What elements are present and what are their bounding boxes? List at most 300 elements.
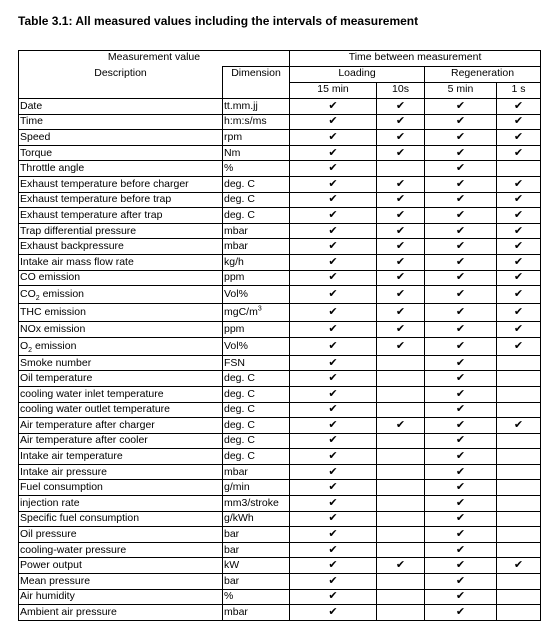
check-cell-5min: [425, 99, 497, 115]
description-text: Torque: [20, 146, 53, 159]
checkmark-icon: ✔: [395, 559, 406, 572]
checkmark-icon: ✔: [513, 240, 524, 253]
row-dimension: [223, 449, 290, 465]
check-cell-10s: [377, 130, 425, 146]
checkmark-icon: ✔: [328, 146, 338, 159]
table-row: [19, 558, 541, 574]
check-cell-1s: [497, 418, 541, 434]
checkmark-icon: ✔: [455, 512, 466, 525]
check-cell-10s: [377, 286, 425, 304]
row-dimension: [223, 464, 290, 480]
check-cell-5min: [425, 433, 497, 449]
check-cell-5min: [425, 464, 497, 480]
checkmark-icon: ✔: [328, 356, 338, 369]
check-cell-1s: [497, 589, 541, 605]
row-description: [19, 286, 223, 304]
check-cell-15min: [290, 464, 377, 480]
check-cell-1s: [497, 322, 541, 338]
check-cell-15min: [290, 605, 377, 621]
row-description: [19, 192, 223, 208]
row-dimension: [223, 208, 290, 224]
check-cell-15min: [290, 402, 377, 418]
check-cell-15min: [290, 192, 377, 208]
checkmark-icon: ✔: [328, 496, 338, 509]
checkmark-icon: ✔: [328, 240, 338, 253]
row-description: [19, 449, 223, 465]
table-row: [19, 270, 541, 286]
check-cell-10s: [377, 449, 425, 465]
check-cell-10s: [377, 386, 425, 402]
row-dimension: [223, 239, 290, 255]
row-description: [19, 355, 223, 371]
table-row: [19, 589, 541, 605]
dimension-text: deg. C: [224, 193, 255, 206]
check-cell-15min: [290, 527, 377, 543]
dimension-text: mbar: [224, 465, 248, 478]
dimension-text: kW: [224, 559, 240, 572]
dimension-text: kg/h: [224, 255, 244, 268]
checkmark-icon: ✔: [455, 208, 466, 221]
check-cell-1s: [497, 511, 541, 527]
dimension-text: g/kWh: [224, 512, 254, 525]
check-cell-5min: [425, 558, 497, 574]
row-dimension: [223, 386, 290, 402]
checkmark-icon: ✔: [395, 339, 406, 352]
row-dimension: [223, 304, 290, 322]
description-tail: emission: [39, 288, 85, 301]
checkmark-icon: ✔: [395, 99, 406, 112]
check-cell-5min: [425, 371, 497, 387]
check-cell-5min: [425, 449, 497, 465]
check-cell-1s: [497, 176, 541, 192]
row-description: [19, 99, 223, 115]
table-row: [19, 208, 541, 224]
checkmark-icon: ✔: [455, 339, 466, 352]
check-cell-10s: [377, 418, 425, 434]
checkmark-icon: ✔: [455, 606, 466, 619]
dimension-text: FSN: [224, 356, 245, 369]
checkmark-icon: ✔: [455, 496, 466, 509]
check-cell-15min: [290, 496, 377, 512]
checkmark-icon: ✔: [328, 512, 338, 525]
check-cell-5min: [425, 511, 497, 527]
checkmark-icon: ✔: [455, 481, 466, 494]
description-text: Intake air mass flow rate: [20, 255, 134, 268]
checkmark-icon: ✔: [328, 288, 338, 301]
check-cell-1s: [497, 386, 541, 402]
checkmark-icon: ✔: [395, 418, 406, 431]
row-dimension: [223, 192, 290, 208]
check-cell-15min: [290, 254, 377, 270]
row-description: [19, 402, 223, 418]
checkmark-icon: ✔: [455, 372, 466, 385]
row-dimension: [223, 286, 290, 304]
checkmark-icon: ✔: [328, 543, 338, 556]
check-cell-10s: [377, 270, 425, 286]
checkmark-icon: ✔: [513, 339, 524, 352]
description-text: CO: [20, 288, 36, 301]
table-row: [19, 114, 541, 130]
check-cell-1s: [497, 208, 541, 224]
dimension-text: mm3/stroke: [224, 496, 279, 509]
checkmark-icon: ✔: [328, 528, 338, 541]
dimension-text: bar: [224, 543, 240, 556]
table-row: [19, 433, 541, 449]
check-cell-5min: [425, 239, 497, 255]
checkmark-icon: ✔: [395, 255, 406, 268]
check-cell-1s: [497, 99, 541, 115]
check-cell-5min: [425, 542, 497, 558]
check-cell-1s: [497, 145, 541, 161]
dimension-text: Vol%: [224, 288, 248, 301]
checkmark-icon: ✔: [455, 559, 466, 572]
description-tail: emission: [32, 339, 77, 352]
row-description: [19, 239, 223, 255]
table-row: [19, 286, 541, 304]
dimension-text: %: [224, 162, 234, 175]
checkmark-icon: ✔: [328, 465, 338, 478]
check-cell-10s: [377, 192, 425, 208]
checkmark-icon: ✔: [513, 322, 524, 335]
check-cell-10s: [377, 496, 425, 512]
check-cell-10s: [377, 176, 425, 192]
row-dimension: [223, 223, 290, 239]
row-dimension: [223, 99, 290, 115]
check-cell-1s: [497, 558, 541, 574]
checkmark-icon: ✔: [328, 574, 338, 587]
checkmark-icon: ✔: [395, 193, 406, 206]
row-description: [19, 114, 223, 130]
check-cell-15min: [290, 418, 377, 434]
checkmark-icon: ✔: [513, 271, 524, 284]
check-cell-10s: [377, 337, 425, 355]
checkmark-icon: ✔: [513, 99, 524, 112]
check-cell-1s: [497, 433, 541, 449]
header-dimension: Dimension: [223, 67, 290, 99]
check-cell-5min: [425, 589, 497, 605]
check-cell-5min: [425, 286, 497, 304]
check-cell-15min: [290, 239, 377, 255]
check-cell-5min: [425, 337, 497, 355]
check-cell-15min: [290, 558, 377, 574]
check-cell-15min: [290, 130, 377, 146]
description-text: Exhaust temperature before charger: [20, 177, 189, 190]
checkmark-icon: ✔: [328, 99, 338, 112]
description-text: Exhaust temperature before trap: [20, 193, 172, 206]
checkmark-icon: ✔: [455, 590, 466, 603]
checkmark-icon: ✔: [455, 306, 466, 319]
description-text: Exhaust temperature after trap: [20, 208, 163, 221]
checkmark-icon: ✔: [395, 240, 406, 253]
checkmark-icon: ✔: [395, 306, 406, 319]
checkmark-icon: ✔: [455, 322, 466, 335]
dimension-text: mbar: [224, 240, 248, 253]
checkmark-icon: ✔: [455, 240, 466, 253]
dimension-text: ppm: [224, 271, 245, 284]
checkmark-icon: ✔: [455, 146, 466, 159]
row-dimension: [223, 114, 290, 130]
dimension-text: mbar: [224, 606, 248, 619]
row-dimension: [223, 527, 290, 543]
row-description: [19, 322, 223, 338]
check-cell-15min: [290, 145, 377, 161]
checkmark-icon: ✔: [455, 574, 466, 587]
row-dimension: [223, 130, 290, 146]
check-cell-10s: [377, 589, 425, 605]
description-subscript: 2: [35, 295, 40, 303]
check-cell-5min: [425, 480, 497, 496]
check-cell-1s: [497, 355, 541, 371]
check-cell-1s: [497, 464, 541, 480]
check-cell-15min: [290, 337, 377, 355]
check-cell-5min: [425, 355, 497, 371]
checkmark-icon: ✔: [395, 224, 406, 237]
row-description: [19, 161, 223, 177]
header-interval-1s: 1 s: [497, 83, 541, 99]
check-cell-1s: [497, 496, 541, 512]
checkmark-icon: ✔: [328, 590, 338, 603]
check-cell-15min: [290, 208, 377, 224]
table-row: [19, 337, 541, 355]
checkmark-icon: ✔: [395, 322, 406, 335]
check-cell-15min: [290, 371, 377, 387]
dimension-text: deg. C: [224, 372, 255, 385]
check-cell-1s: [497, 402, 541, 418]
dimension-text: deg. C: [224, 387, 255, 400]
check-cell-10s: [377, 433, 425, 449]
row-description: [19, 605, 223, 621]
check-cell-1s: [497, 371, 541, 387]
description-subscript: 2: [28, 346, 33, 354]
check-cell-1s: [497, 449, 541, 465]
description-text: Power output: [20, 559, 82, 572]
dimension-text: deg. C: [224, 403, 255, 416]
row-dimension: [223, 337, 290, 355]
checkmark-icon: ✔: [395, 146, 406, 159]
check-cell-10s: [377, 304, 425, 322]
check-cell-1s: [497, 254, 541, 270]
table-row: [19, 130, 541, 146]
checkmark-icon: ✔: [513, 306, 524, 319]
check-cell-15min: [290, 286, 377, 304]
check-cell-10s: [377, 322, 425, 338]
checkmark-icon: ✔: [328, 115, 338, 128]
row-description: [19, 223, 223, 239]
description-text: Oil temperature: [20, 372, 93, 385]
table-row: [19, 371, 541, 387]
checkmark-icon: ✔: [513, 224, 524, 237]
table-row: [19, 574, 541, 590]
table-row: [19, 176, 541, 192]
checkmark-icon: ✔: [328, 387, 338, 400]
checkmark-icon: ✔: [455, 130, 466, 143]
row-description: [19, 208, 223, 224]
row-dimension: [223, 322, 290, 338]
table-row: [19, 605, 541, 621]
check-cell-1s: [497, 574, 541, 590]
description-text: Intake air pressure: [20, 465, 107, 478]
row-description: [19, 433, 223, 449]
description-text: Specific fuel consumption: [20, 512, 140, 525]
table-row: [19, 145, 541, 161]
row-description: [19, 589, 223, 605]
check-cell-5min: [425, 223, 497, 239]
check-cell-1s: [497, 239, 541, 255]
check-cell-15min: [290, 99, 377, 115]
row-description: [19, 574, 223, 590]
check-cell-10s: [377, 480, 425, 496]
checkmark-icon: ✔: [328, 130, 338, 143]
check-cell-10s: [377, 223, 425, 239]
checkmark-icon: ✔: [513, 418, 524, 431]
description-text: Air temperature after cooler: [20, 434, 148, 447]
check-cell-5min: [425, 192, 497, 208]
checkmark-icon: ✔: [455, 224, 466, 237]
checkmark-icon: ✔: [328, 306, 338, 319]
row-dimension: [223, 511, 290, 527]
checkmark-icon: ✔: [455, 356, 466, 369]
checkmark-icon: ✔: [455, 271, 466, 284]
checkmark-icon: ✔: [395, 130, 406, 143]
checkmark-icon: ✔: [455, 450, 466, 463]
row-description: [19, 145, 223, 161]
check-cell-1s: [497, 286, 541, 304]
checkmark-icon: ✔: [328, 224, 338, 237]
table-row: [19, 449, 541, 465]
check-cell-5min: [425, 496, 497, 512]
dimension-text: ppm: [224, 322, 245, 335]
check-cell-10s: [377, 161, 425, 177]
dimension-text: deg. C: [224, 434, 255, 447]
description-text: injection rate: [20, 496, 80, 509]
row-dimension: [223, 558, 290, 574]
description-text: CO emission: [20, 271, 81, 284]
row-description: [19, 130, 223, 146]
table-row: [19, 496, 541, 512]
row-dimension: [223, 542, 290, 558]
check-cell-15min: [290, 322, 377, 338]
description-text: Ambient air pressure: [20, 606, 117, 619]
header-description: Description: [19, 67, 223, 99]
checkmark-icon: ✔: [328, 418, 338, 431]
row-description: [19, 527, 223, 543]
header-regeneration: Regeneration: [425, 67, 541, 83]
checkmark-icon: ✔: [328, 434, 338, 447]
dimension-text: deg. C: [224, 177, 255, 190]
row-description: [19, 371, 223, 387]
check-cell-5min: [425, 254, 497, 270]
check-cell-15min: [290, 542, 377, 558]
check-cell-10s: [377, 254, 425, 270]
check-cell-15min: [290, 574, 377, 590]
row-dimension: [223, 418, 290, 434]
description-text: Air temperature after charger: [20, 418, 155, 431]
check-cell-15min: [290, 161, 377, 177]
table-row: [19, 322, 541, 338]
description-text: Exhaust backpressure: [20, 240, 124, 253]
checkmark-icon: ✔: [513, 115, 524, 128]
check-cell-15min: [290, 386, 377, 402]
check-cell-5min: [425, 527, 497, 543]
row-dimension: [223, 574, 290, 590]
description-text: cooling water inlet temperature: [20, 387, 164, 400]
checkmark-icon: ✔: [328, 162, 338, 175]
check-cell-1s: [497, 223, 541, 239]
table-row: [19, 192, 541, 208]
dimension-text: tt.mm.jj: [224, 99, 258, 112]
table-caption: Table 3.1: All measured values including the intervals of measurement: [18, 14, 419, 28]
check-cell-1s: [497, 542, 541, 558]
checkmark-icon: ✔: [513, 255, 524, 268]
checkmark-icon: ✔: [328, 339, 338, 352]
table-row: [19, 386, 541, 402]
dimension-text: mgC/m: [224, 306, 258, 319]
table-row: [19, 402, 541, 418]
checkmark-icon: ✔: [328, 177, 338, 190]
dimension-text: g/min: [224, 481, 250, 494]
check-cell-5min: [425, 605, 497, 621]
check-cell-10s: [377, 355, 425, 371]
checkmark-icon: ✔: [455, 288, 466, 301]
check-cell-1s: [497, 270, 541, 286]
description-text: Air humidity: [20, 590, 75, 603]
check-cell-5min: [425, 270, 497, 286]
description-text: Fuel consumption: [20, 481, 103, 494]
checkmark-icon: ✔: [328, 403, 338, 416]
checkmark-icon: ✔: [455, 528, 466, 541]
checkmark-icon: ✔: [513, 208, 524, 221]
checkmark-icon: ✔: [455, 193, 466, 206]
check-cell-10s: [377, 527, 425, 543]
row-dimension: [223, 496, 290, 512]
check-cell-5min: [425, 130, 497, 146]
checkmark-icon: ✔: [395, 271, 406, 284]
checkmark-icon: ✔: [455, 162, 466, 175]
table-row: [19, 355, 541, 371]
checkmark-icon: ✔: [395, 115, 406, 128]
row-dimension: [223, 254, 290, 270]
table-row: [19, 223, 541, 239]
row-dimension: [223, 371, 290, 387]
table-row: [19, 239, 541, 255]
description-text: Smoke number: [20, 356, 92, 369]
header-interval-10s: 10s: [377, 83, 425, 99]
description-text: Mean pressure: [20, 574, 91, 587]
check-cell-15min: [290, 511, 377, 527]
check-cell-5min: [425, 176, 497, 192]
check-cell-5min: [425, 402, 497, 418]
dimension-text: bar: [224, 528, 240, 541]
checkmark-icon: ✔: [455, 177, 466, 190]
checkmark-icon: ✔: [513, 193, 524, 206]
checkmark-icon: ✔: [328, 193, 338, 206]
check-cell-15min: [290, 270, 377, 286]
check-cell-10s: [377, 605, 425, 621]
row-dimension: [223, 480, 290, 496]
table-row: [19, 511, 541, 527]
checkmark-icon: ✔: [455, 403, 466, 416]
row-dimension: [223, 161, 290, 177]
description-text: Throttle angle: [20, 162, 85, 175]
checkmark-icon: ✔: [328, 271, 338, 284]
check-cell-10s: [377, 511, 425, 527]
checkmark-icon: ✔: [455, 434, 466, 447]
row-description: [19, 558, 223, 574]
check-cell-1s: [497, 130, 541, 146]
check-cell-1s: [497, 304, 541, 322]
table-row: [19, 527, 541, 543]
table-row: [19, 542, 541, 558]
